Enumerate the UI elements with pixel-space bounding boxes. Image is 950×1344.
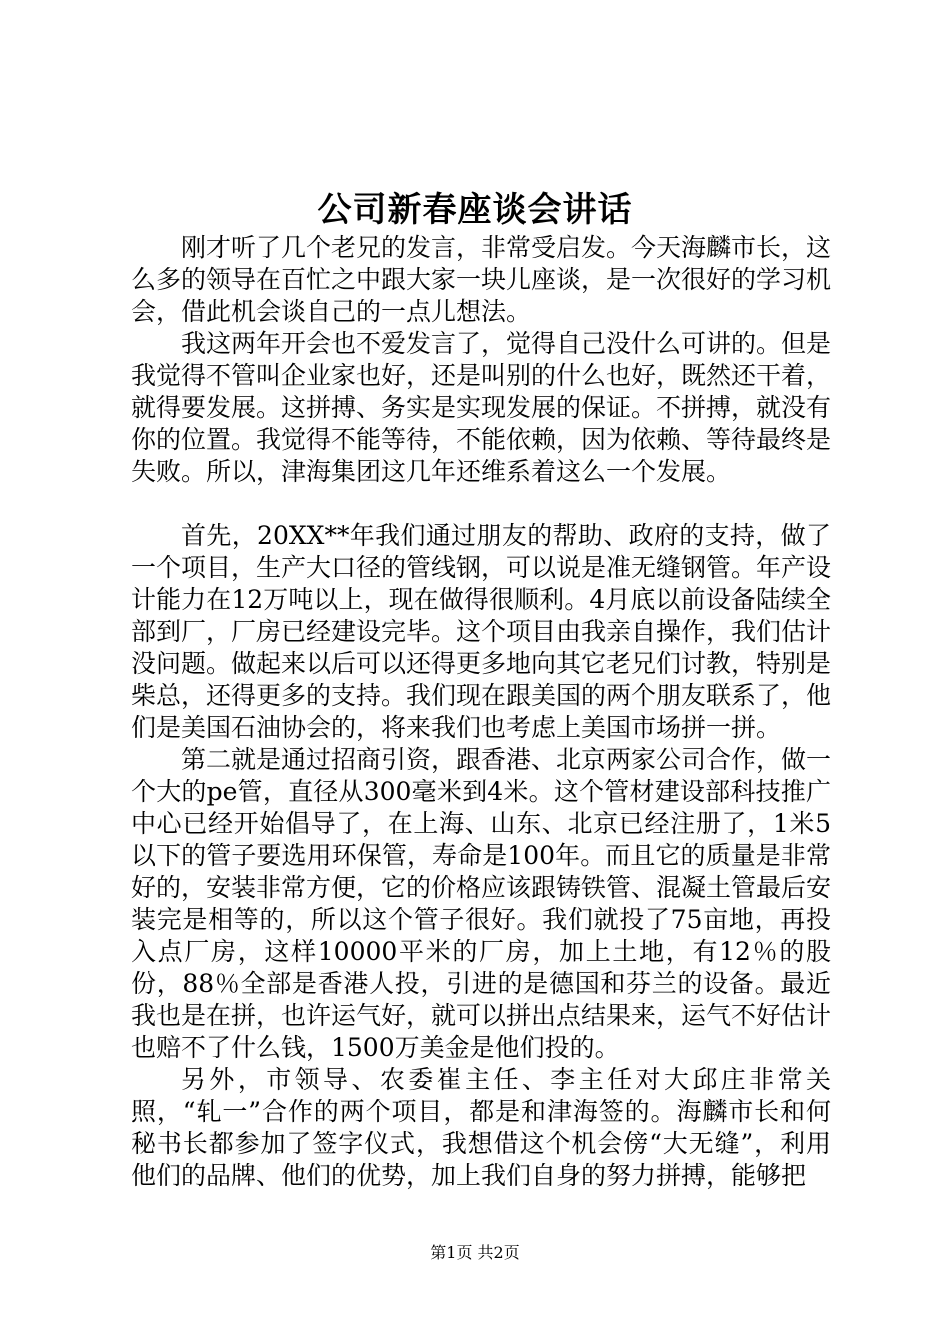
paragraph-development: 我这两年开会也不爱发言了，觉得自己没什么可讲的。但是我觉得不管叫企业家也好，还是叫别的什么也好，既然还干着，就得要发展。这拼搏、务实是实现发展的保证。不拼搏，就没有你的位置。我觉得不能等待，不能依赖，因为依赖、等待最终是失败。所以，津海集团这几年还维系着这么一个发展。 bbox=[131, 329, 832, 486]
paragraph-first-project: 首先，20XX**年我们通过朋友的帮助、政府的支持，做了一个项目，生产大口径的管线钢，可以说是准无缝钢管。年产设计能力在12万吨以上，现在做得很顺利。4月底以前设备陆续全部到厂，厂房已经建设完毕。这个项目由我亲自操作，我们估计没问题。做起来以后可以还得更多地向其它老兄们讨教，特别是柴总，还得更多的支持。我们现在跟美国的两个朋友联系了，他们是美国石油协会的，将来我们也考虑上美国市场拼一拼。 bbox=[131, 521, 832, 742]
document-title: 公司新春座谈会讲话 bbox=[317, 190, 633, 230]
paragraph-second-project: 第二就是通过招商引资，跟香港、北京两家公司合作，做一个大的pe管，直径从300毫米到4米。这个管材建设部科技推广中心已经开始倡导了，在上海、山东、北京已经注册了，1米5以下的管子要选用环保管，寿命是100年。而且它的质量是非常好的，安装非常方便，它的价格应该跟铸铁管、混凝土管最后安装完是相等的，所以这个管子很好。我们就投了75亩地，再投入点厂房，这样10000平米的厂房，加上土地，有12％的股份，88％全部是香港人投，引进的是德国和芬兰的设备。最近我也是在拼，也许运气好，就可以拼出点结果来，运气不好估计也赔不了什么钱，1500万美金是他们投的。 bbox=[131, 745, 832, 1062]
paragraph-opening: 刚才听了几个老兄的发言，非常受启发。今天海麟市长，这么多的领导在百忙之中跟大家一块儿座谈，是一次很好的学习机会，借此机会谈自己的一点儿想法。 bbox=[131, 233, 832, 326]
document-body bbox=[131, 232, 831, 1192]
page-number-footer: 第1页 共2页 bbox=[430, 1243, 520, 1262]
paragraph-cooperation: 另外，市领导、农委崔主任、李主任对大邱庄非常关照，“轧一”合作的两个项目，都是和津海签的。海麟市长和何秘书长都参加了签字仪式，我想借这个机会傍“大无缝”，利用他们的品牌、他们的优势，加上我们自身的努力拼搏，能够把 bbox=[131, 1065, 831, 1190]
